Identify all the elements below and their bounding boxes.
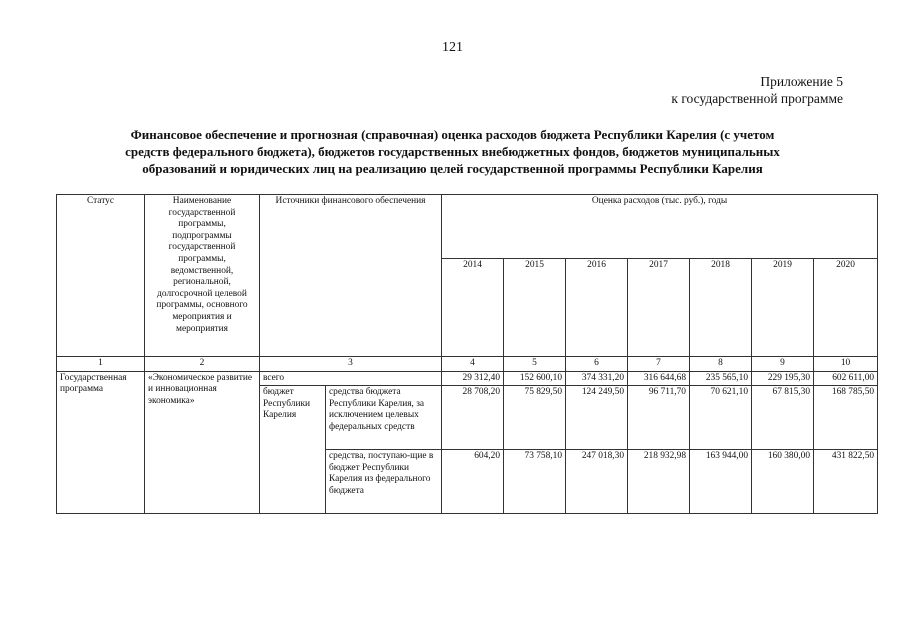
own-funds-value: 67 815,30 (752, 386, 814, 450)
federal-funds-value: 218 932,98 (628, 450, 690, 514)
year-2019: 2019 (752, 259, 814, 357)
financing-table (56, 194, 878, 514)
year-2015: 2015 (504, 259, 566, 357)
federal-funds-value: 247 018,30 (566, 450, 628, 514)
own-funds-value: 168 785,50 (814, 386, 878, 450)
appendix-note (671, 73, 843, 107)
federal-funds-value: 604,20 (442, 450, 504, 514)
col-number: 10 (814, 357, 878, 372)
header-estimate: Оценка расходов (тыс. руб.), годы (442, 195, 878, 259)
year-2017: 2017 (628, 259, 690, 357)
appendix-line-1: Приложение 5 (760, 74, 843, 89)
federal-funds-value: 160 380,00 (752, 450, 814, 514)
own-funds-value: 70 621,10 (690, 386, 752, 450)
budget-label: бюджет Республики Карелия (260, 386, 326, 514)
status-cell: Государственная программа (57, 371, 145, 514)
total-label: всего (260, 371, 442, 386)
title-line-2: средств федерального бюджета), бюджетов государственных внебюджетных фондов, бюджетов муниципальных (125, 144, 780, 159)
col-number: 1 (57, 357, 145, 372)
program-name-cell: «Экономическое развитие и инновационная экономика» (145, 371, 260, 514)
year-2018: 2018 (690, 259, 752, 357)
col-number: 8 (690, 357, 752, 372)
federal-funds-value: 431 822,50 (814, 450, 878, 514)
col-number: 9 (752, 357, 814, 372)
col-number: 7 (628, 357, 690, 372)
own-funds-value: 75 829,50 (504, 386, 566, 450)
total-value: 29 312,40 (442, 371, 504, 386)
header-sources: Источники финансового обеспечения (260, 195, 442, 357)
federal-funds-value: 163 944,00 (690, 450, 752, 514)
year-2020: 2020 (814, 259, 878, 357)
col-number: 6 (566, 357, 628, 372)
document-title (60, 126, 845, 177)
own-funds-label: средства бюджета Республики Карелия, за исключением целевых федеральных средств (326, 386, 442, 450)
col-number: 5 (504, 357, 566, 372)
col-number: 4 (442, 357, 504, 372)
header-row (57, 195, 878, 259)
year-2014: 2014 (442, 259, 504, 357)
title-line-3: образований и юридических лиц на реализацию целей государственной программы Республики Карелия (142, 161, 763, 176)
col-number: 2 (145, 357, 260, 372)
title-line-1: Финансовое обеспечение и прогнозная (справочная) оценка расходов бюджета Республики Карелия (с учетом (130, 127, 775, 142)
table-row-total (57, 371, 878, 386)
federal-funds-value: 73 758,10 (504, 450, 566, 514)
header-status: Статус (57, 195, 145, 357)
col-number: 3 (260, 357, 442, 372)
total-value: 374 331,20 (566, 371, 628, 386)
column-number-row (57, 357, 878, 372)
appendix-line-2: к государственной программе (671, 91, 843, 106)
total-value: 152 600,10 (504, 371, 566, 386)
total-value: 235 565,10 (690, 371, 752, 386)
total-value: 229 195,30 (752, 371, 814, 386)
page-number: 121 (442, 40, 463, 55)
total-value: 602 611,00 (814, 371, 878, 386)
own-funds-value: 28 708,20 (442, 386, 504, 450)
year-2016: 2016 (566, 259, 628, 357)
own-funds-value: 96 711,70 (628, 386, 690, 450)
header-name: Наименование государственной программы, подпрограммы государственной программы, ведомственной, региональной, долгосрочной целевой программы, основного мероприятия и мероприятия (145, 195, 260, 357)
total-value: 316 644,68 (628, 371, 690, 386)
own-funds-value: 124 249,50 (566, 386, 628, 450)
federal-funds-label: средства, поступаю-щие в бюджет Республики Карелия из федерального бюджета (326, 450, 442, 514)
